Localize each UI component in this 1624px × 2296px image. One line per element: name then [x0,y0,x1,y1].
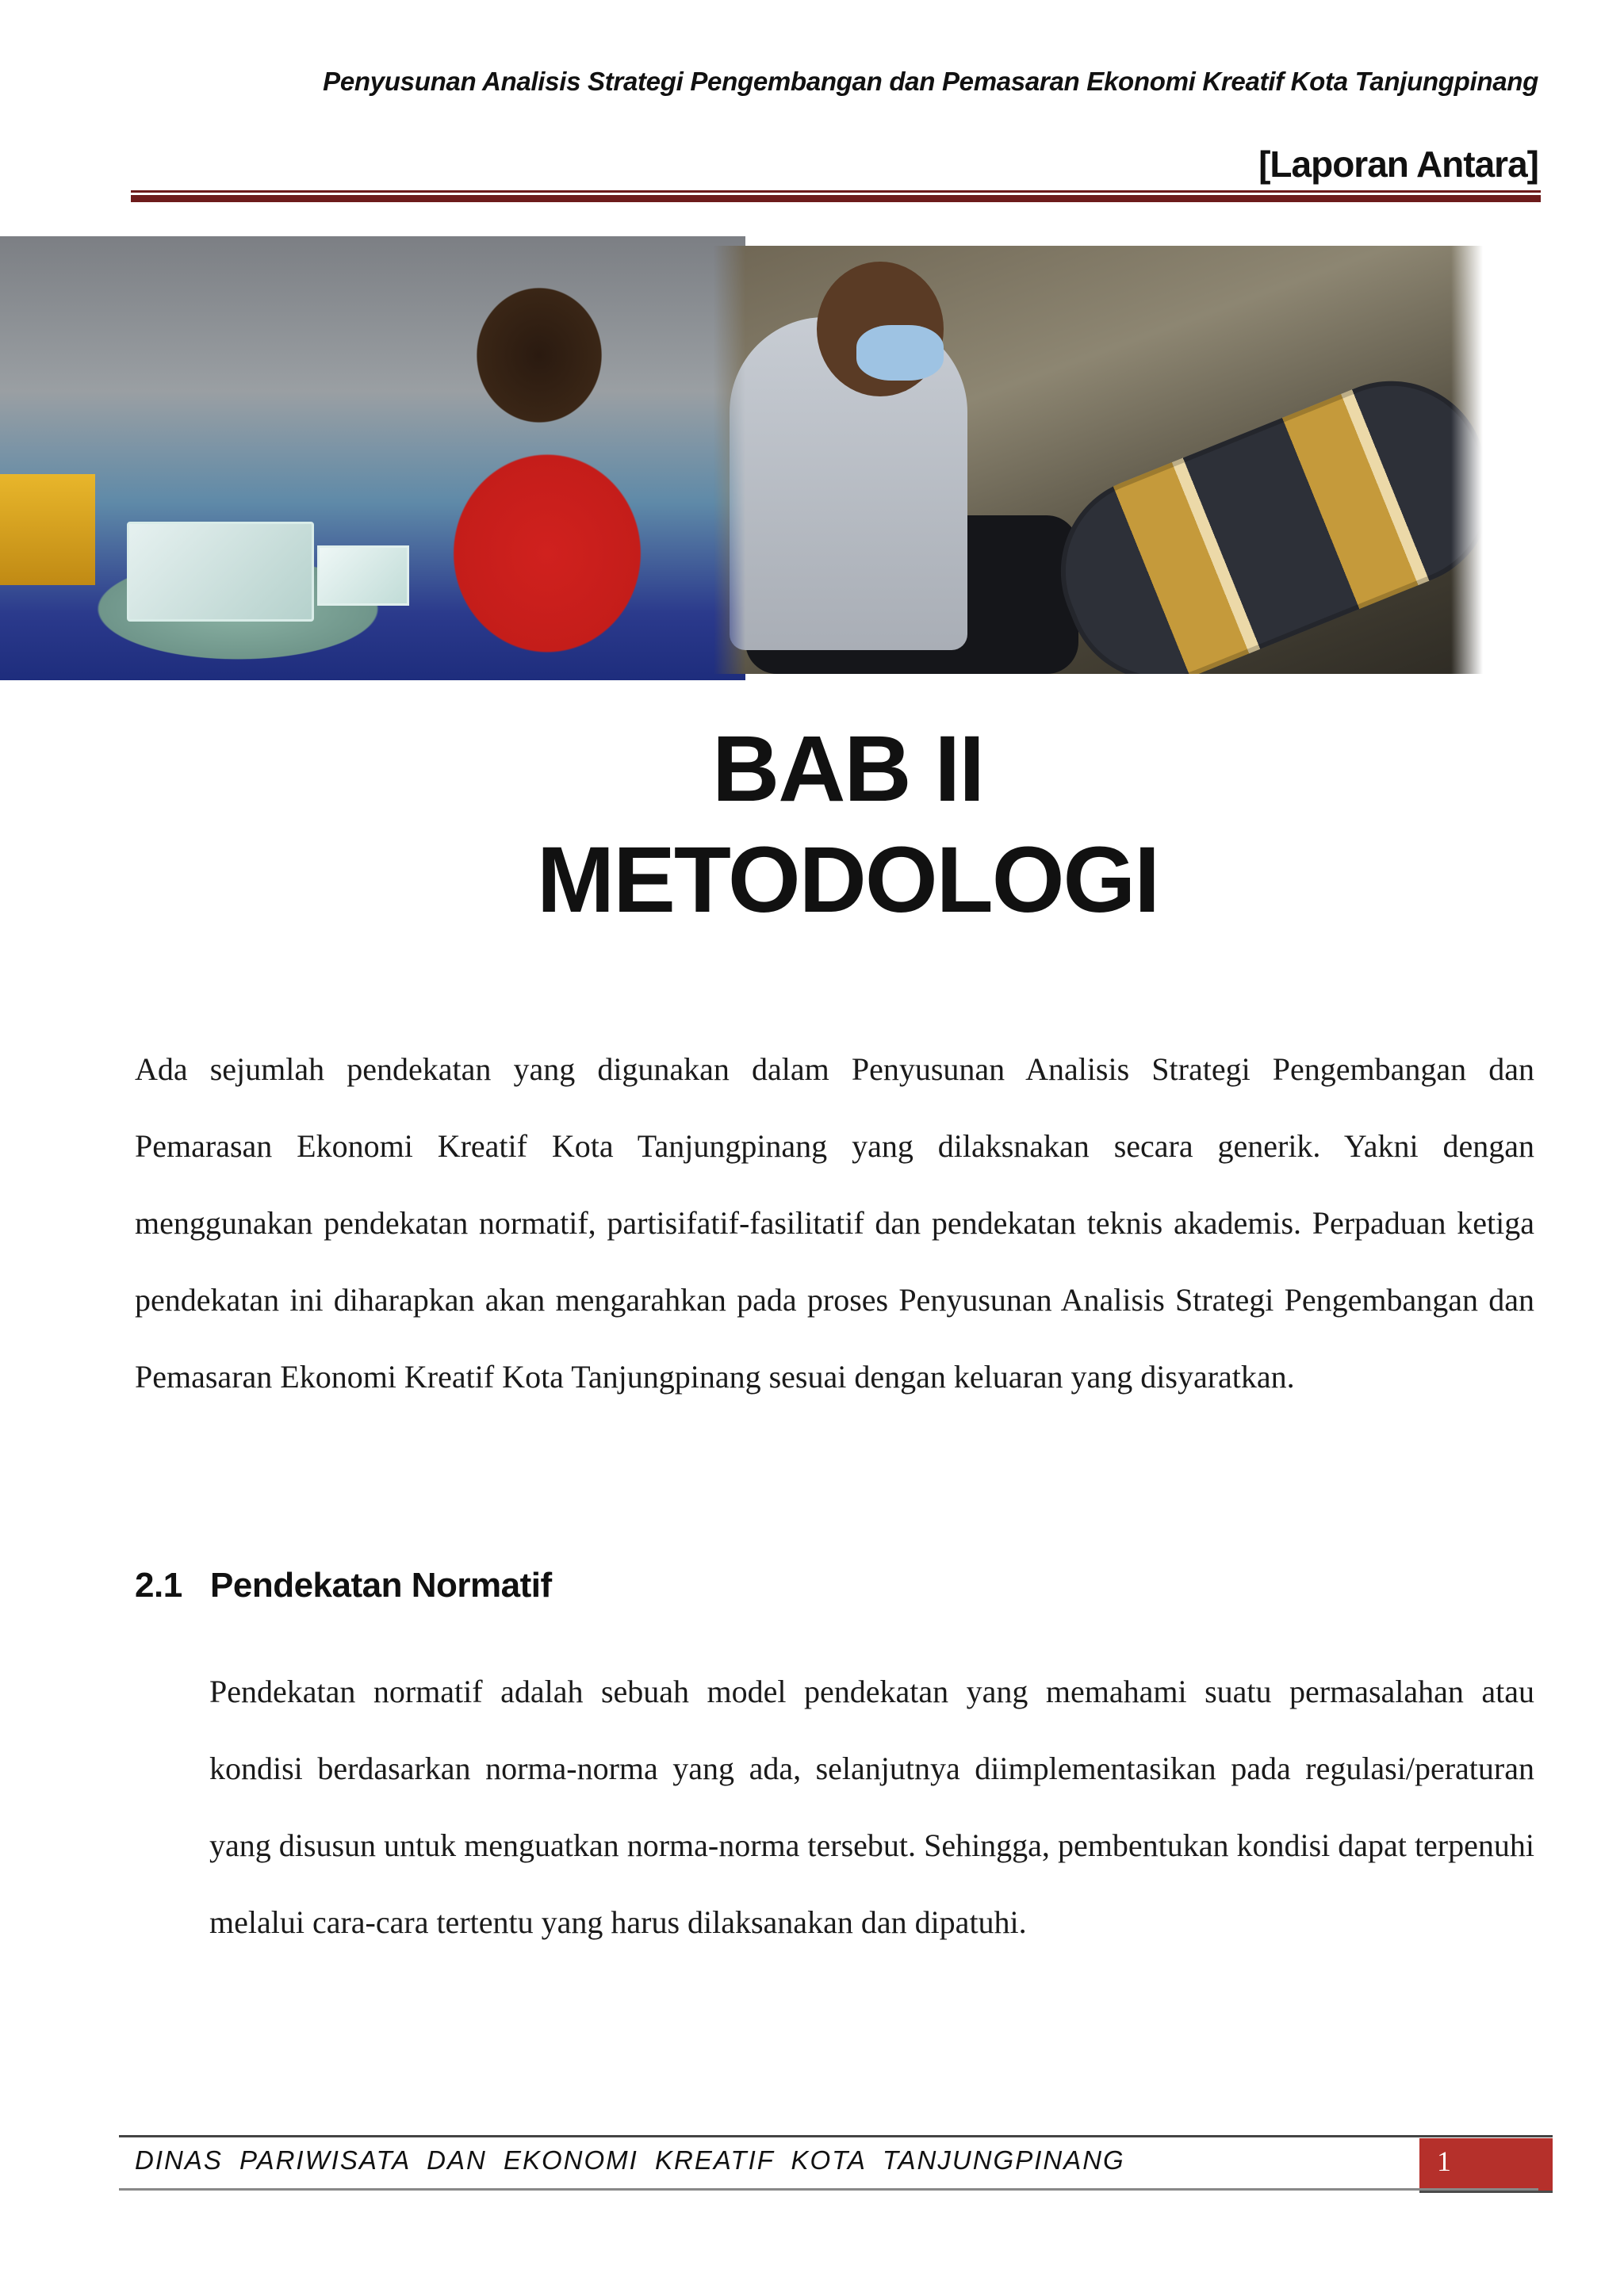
photo-glass-miniature-building [127,522,314,622]
report-type-label: [Laporan Antara] [1258,144,1538,185]
header-divider-thin [131,190,1541,193]
chapter-title: METODOLOGI [536,828,1159,932]
chapter-photo-banner [0,236,1483,680]
section-paragraph: Pendekatan normatif adalah sebuah model pendekatan yang memahami suatu permasalahan atau kondisi berdasarkan norma-norma yang ada, selanjutnya diimplementasikan pada regulasi/peraturan yang disusun untuk menguatkan norma-norma tersebut. Sehingga, pembentukan kondisi dapat terpenuhi melalui cara-cara tertentu yang harus dilaksanakan dan dipatuhi. [209,1674,1534,1940]
photo-decorated-drum [1032,353,1483,680]
page-number: 1 [1437,2145,1451,2177]
photo-artisan-building-model [0,236,745,680]
footer-divider-bottom [119,2188,1538,2191]
footer-agency-name: DINAS PARIWISATA DAN EKONOMI KREATIF KOTA TANJUNGPINANG [135,2145,1125,2175]
header-divider-thick [131,195,1541,202]
section-title: Pendekatan Normatif [210,1566,552,1605]
page-number-box [1419,2138,1553,2193]
photo-gold-miniature [0,474,95,585]
running-header-title: Penyusunan Analisis Strategi Pengembangan dan Pemasaran Ekonomi Kreatif Kota Tanjungpinang [323,67,1538,96]
footer-divider-top [119,2135,1553,2137]
photo-face-mask [856,325,944,381]
photo-artisan-crafting-drum [714,246,1483,674]
photo-glass-miniature-small [317,545,409,606]
section-number: 2.1 [135,1566,182,1605]
chapter-number: BAB II [712,717,983,821]
section-heading [135,1566,552,1605]
intro-paragraph: Ada sejumlah pendekatan yang digunakan dalam Penyusunan Analisis Strategi Pengembangan dan Pemarasan Ekonomi Kreatif Kota Tanjungpinang yang dilaksnakan secara generik. Yakni dengan menggunakan pendekatan normatif, partisifatif-fasilitatif dan pendekatan teknis akademis. Perpaduan ketiga pendekatan ini diharapkan akan mengarahkan pada proses Penyusunan Analisis Strategi Pengembangan dan Pemasaran Ekonomi Kreatif Kota Tanjungpinang sesuai dengan keluaran yang disyaratkan. [135,1051,1534,1395]
